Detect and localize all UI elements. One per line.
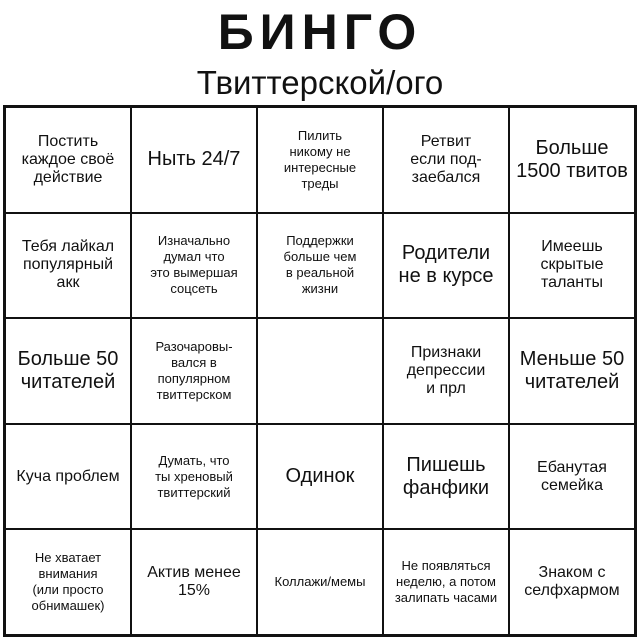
bingo-cell[interactable] [257,107,383,213]
bingo-cell[interactable] [5,107,131,213]
bingo-cell[interactable] [509,107,635,213]
bingo-cell[interactable] [383,318,509,424]
bingo-cell-label: Не хватает внимания (или просто обнимашек) [31,550,105,614]
bingo-cell-label: Разочаровы- вался в популярном твиттерском [155,338,233,402]
bingo-cell[interactable] [131,318,257,424]
bingo-cell-label: Родители не в курсе [398,242,494,288]
bingo-cell-label: Больше 50 читателей [17,347,119,393]
bingo-cell-label: Коллажи/мемы [274,574,366,590]
bingo-cell-label: Думать, что ты хреновый твиттерский [155,452,233,500]
bingo-title: БИНГО [217,4,423,60]
bingo-cell-label: Ныть 24/7 [147,148,241,171]
bingo-cell-label: Пилить никому не интересные треды [283,127,357,191]
bingo-cell-label: Актив менее 15% [147,564,241,600]
bingo-cell-label: Изначально думал что это вымершая соцсеть [150,233,238,297]
bingo-cell[interactable] [509,529,635,635]
bingo-cell[interactable] [5,213,131,319]
bingo-cell[interactable] [383,213,509,319]
bingo-board [3,105,637,637]
bingo-cell-label: Одинок [285,465,355,488]
bingo-cell[interactable] [383,424,509,530]
bingo-cell-label: Тебя лайкал популярный акк [21,238,115,292]
bingo-cell[interactable] [383,529,509,635]
bingo-cell-label: Знаком с селфхармом [524,564,620,600]
bingo-cell-label: Признаки депрессии и прл [406,343,486,397]
bingo-cell[interactable] [131,424,257,530]
bingo-cell[interactable] [5,529,131,635]
bingo-cell[interactable] [509,424,635,530]
bingo-cell-label: Имеешь скрытые таланты [540,238,604,292]
bingo-cell[interactable] [257,213,383,319]
bingo-cell[interactable] [257,424,383,530]
bingo-cell-label: Больше 1500 твитов [516,136,628,182]
bingo-cell[interactable] [5,424,131,530]
bingo-cell-label: Постить каждое своё действие [21,132,115,186]
bingo-cell[interactable] [257,529,383,635]
bingo-cell-label: Ебанутая семейка [537,458,607,494]
bingo-cell[interactable] [509,318,635,424]
bingo-cell-label: Поддержки больше чем в реальной жизни [283,233,357,297]
bingo-cell[interactable] [383,107,509,213]
bingo-cell-free[interactable] [257,318,383,424]
bingo-cell[interactable] [131,529,257,635]
bingo-cell[interactable] [131,107,257,213]
bingo-cell[interactable] [5,318,131,424]
header [0,0,640,104]
bingo-cell[interactable] [509,213,635,319]
bingo-subtitle: Твиттерской/ого [196,64,444,101]
bingo-cell-label: Пишешь фанфики [402,453,490,499]
bingo-cell-label: Не появляться неделю, а потом залипать часами [394,558,498,606]
bingo-cell-label: Куча проблем [16,467,120,485]
bingo-cell-label: Меньше 50 читателей [519,347,625,393]
bingo-cell-label: Ретвит если под- заебался [410,132,482,186]
bingo-cell[interactable] [131,213,257,319]
